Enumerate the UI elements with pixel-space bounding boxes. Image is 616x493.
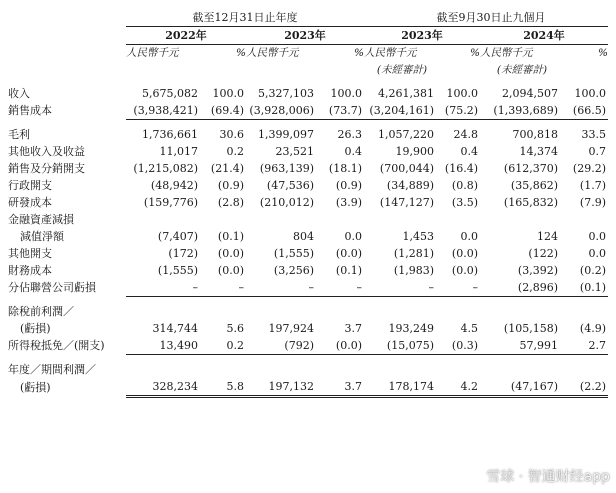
header-percent: %	[470, 47, 480, 59]
amount-cell: (172)	[168, 247, 198, 260]
percent-cell	[440, 303, 480, 320]
table-row	[8, 337, 608, 355]
table-row	[8, 211, 608, 228]
percent-cell: 30.6	[219, 128, 244, 141]
percent-cell: (0.2)	[579, 264, 606, 277]
percent-cell: (2.2)	[564, 378, 608, 397]
header-year: 2022年	[126, 27, 246, 45]
row-label: 行政開支	[8, 179, 52, 192]
amount-cell: (105,158)	[503, 322, 558, 335]
header-unit: 人民幣千元	[480, 47, 533, 59]
percent-cell: (0.0)	[217, 247, 244, 260]
amount-cell	[480, 361, 564, 378]
table-row	[8, 160, 608, 177]
percent-cell	[564, 361, 608, 378]
percent-cell: (3.9)	[335, 196, 362, 209]
row-label: 分佔聯營公司虧損	[8, 281, 96, 295]
amount-cell: 57,991	[480, 337, 564, 355]
blank-cell	[8, 45, 126, 63]
percent-cell: (0.1)	[564, 279, 608, 297]
amount-cell: (15,075)	[364, 337, 440, 355]
percent-cell: 0.0	[344, 230, 362, 243]
percent-cell: 0.0	[588, 230, 606, 243]
amount-cell: (147,127)	[379, 196, 434, 209]
percent-cell	[440, 211, 480, 228]
amount-cell: (792)	[246, 337, 320, 355]
percent-cell	[564, 211, 608, 228]
percent-cell: (16.4)	[444, 162, 478, 175]
amount-cell: 23,521	[275, 145, 314, 158]
amount-cell: 1,736,661	[142, 128, 198, 141]
percent-cell: 5.8	[204, 378, 246, 397]
amount-cell: (1,393,689)	[480, 102, 564, 120]
amount-cell: 11,017	[159, 145, 198, 158]
percent-cell: (0.0)	[451, 247, 478, 260]
blank-cell	[320, 62, 364, 79]
percent-cell: (66.5)	[564, 102, 608, 120]
percent-cell	[320, 361, 364, 378]
amount-cell: (700,044)	[379, 162, 434, 175]
percent-cell	[320, 211, 364, 228]
percent-cell: 0.7	[588, 145, 606, 158]
amount-cell: 314,744	[152, 322, 198, 335]
percent-cell: (0.3)	[440, 337, 480, 355]
percent-cell: (0.8)	[451, 179, 478, 192]
percent-cell: (18.1)	[328, 162, 362, 175]
row-label: 減值淨額	[20, 230, 64, 243]
amount-cell: (7,407)	[157, 230, 198, 243]
percent-cell: 100.0	[212, 87, 244, 100]
watermark-text: 雪球 · 智通财经app	[486, 469, 610, 485]
header-percent: %	[354, 47, 364, 59]
amount-cell: (3,204,161)	[364, 102, 440, 120]
amount-cell: (1,983)	[393, 264, 434, 277]
amount-cell: (2,896)	[480, 279, 564, 297]
amount-cell: 700,818	[512, 128, 558, 141]
table-row	[8, 228, 608, 245]
percent-cell: –	[320, 279, 364, 297]
amount-cell	[246, 361, 320, 378]
blank-cell	[204, 62, 246, 79]
percent-cell: 5.6	[226, 322, 244, 335]
amount-cell	[364, 211, 440, 228]
amount-cell: 178,174	[364, 378, 440, 397]
percent-cell: (0.9)	[335, 179, 362, 192]
header-group-nine-months: 截至9月30日止九個月	[364, 9, 608, 27]
amount-cell: (47,536)	[266, 179, 314, 192]
amount-cell: 14,374	[519, 145, 558, 158]
table-row	[8, 143, 608, 160]
header-unit: 人民幣千元	[126, 47, 179, 59]
header-unit: 人民幣千元	[364, 47, 417, 59]
header-percent: %	[598, 47, 608, 59]
header-group-fiscal-year: 截至12月31日止年度	[126, 9, 364, 27]
header-unit-row	[8, 45, 608, 63]
percent-cell: (29.2)	[572, 162, 606, 175]
percent-cell: (0.1)	[335, 264, 362, 277]
amount-cell: –	[364, 279, 440, 297]
header-unaudited: (未經審計)	[496, 64, 548, 76]
amount-cell: (165,832)	[503, 196, 558, 209]
amount-cell: (34,889)	[386, 179, 434, 192]
table-row	[8, 85, 608, 102]
percent-cell: (2.8)	[217, 196, 244, 209]
amount-cell: 5,327,103	[258, 87, 314, 100]
table-row	[8, 361, 608, 378]
amount-cell	[126, 361, 204, 378]
amount-cell: –	[126, 279, 204, 297]
percent-cell: (4.9)	[579, 322, 606, 335]
row-label: 財務成本	[8, 264, 52, 277]
amount-cell: (1,281)	[393, 247, 434, 260]
table-row	[8, 102, 608, 120]
amount-cell	[246, 303, 320, 320]
table-body	[8, 9, 608, 397]
percent-cell: 3.7	[320, 378, 364, 397]
header-year: 2023年	[364, 27, 480, 45]
table-row	[8, 320, 608, 337]
percent-cell: 0.0	[588, 247, 606, 260]
amount-cell: 2,094,507	[502, 87, 558, 100]
row-label: 收入	[8, 87, 30, 100]
percent-cell: 100.0	[574, 87, 606, 100]
percent-cell: (21.4)	[210, 162, 244, 175]
percent-cell: 0.4	[344, 145, 362, 158]
blank-cell	[126, 62, 204, 79]
percent-cell: 4.2	[440, 378, 480, 397]
header-year-row	[8, 27, 608, 45]
blank-cell	[246, 62, 320, 79]
amount-cell: (1,555)	[273, 247, 314, 260]
percent-cell: (0.9)	[217, 179, 244, 192]
row-label: 其他收入及收益	[8, 145, 85, 158]
row-label: 研發成本	[8, 196, 52, 209]
row-label: 金融資產減損	[8, 213, 74, 226]
blank-cell	[8, 27, 126, 45]
amount-cell: (3,392)	[517, 264, 558, 277]
row-label: 毛利	[8, 128, 30, 141]
amount-cell	[480, 303, 564, 320]
header-unaudited: (未經審計)	[376, 64, 428, 76]
percent-cell: 24.8	[453, 128, 478, 141]
percent-cell: 4.5	[460, 322, 478, 335]
percent-cell	[440, 361, 480, 378]
watermark	[459, 465, 610, 487]
percent-cell: (7.9)	[579, 196, 606, 209]
amount-cell: 197,924	[268, 322, 314, 335]
amount-cell: (1,215,082)	[133, 162, 198, 175]
amount-cell: 328,234	[126, 378, 204, 397]
table-row	[8, 303, 608, 320]
row-label: 年度／期間利潤／	[8, 363, 96, 376]
percent-cell: (0.1)	[217, 230, 244, 243]
amount-cell: 197,132	[246, 378, 320, 397]
percent-cell: 100.0	[446, 87, 478, 100]
percent-cell: 3.7	[344, 322, 362, 335]
percent-cell	[204, 211, 246, 228]
percent-cell: 0.2	[226, 145, 244, 158]
amount-cell: 1,453	[402, 230, 434, 243]
blank-cell	[440, 62, 480, 79]
table-row	[8, 177, 608, 194]
percent-cell: 0.0	[460, 230, 478, 243]
row-label: 除稅前利潤／	[8, 305, 74, 318]
amount-cell: (122)	[528, 247, 558, 260]
header-year: 2024年	[480, 27, 608, 45]
amount-cell: –	[246, 279, 320, 297]
percent-cell	[564, 303, 608, 320]
row-label: 其他開支	[8, 247, 52, 260]
amount-cell	[126, 211, 204, 228]
amount-cell	[364, 361, 440, 378]
percent-cell: (1.7)	[579, 179, 606, 192]
amount-cell: (1,555)	[157, 264, 198, 277]
amount-cell: 193,249	[388, 322, 434, 335]
header-group-row	[8, 9, 608, 27]
table-row	[8, 194, 608, 211]
percent-cell: (0.0)	[335, 247, 362, 260]
header-unit: 人民幣千元	[246, 47, 299, 59]
table-row	[8, 279, 608, 297]
table-row	[8, 126, 608, 143]
percent-cell	[204, 303, 246, 320]
row-label: 銷售成本	[8, 104, 52, 118]
row-label: 銷售及分銷開支	[8, 162, 85, 175]
table-row	[8, 262, 608, 279]
amount-cell: (612,370)	[503, 162, 558, 175]
header-unaudited-row	[8, 62, 608, 79]
header-year: 2023年	[246, 27, 364, 45]
amount-cell: 5,675,082	[142, 87, 198, 100]
amount-cell: (210,012)	[259, 196, 314, 209]
income-statement-table	[8, 9, 608, 398]
percent-cell: (73.7)	[320, 102, 364, 120]
amount-cell	[480, 211, 564, 228]
percent-cell: 0.2	[204, 337, 246, 355]
percent-cell: (0.0)	[451, 264, 478, 277]
amount-cell: 4,261,381	[378, 87, 434, 100]
blank-cell	[564, 62, 608, 79]
snowball-logo-icon	[459, 465, 481, 487]
percent-cell: (0.0)	[320, 337, 364, 355]
percent-cell: 26.3	[337, 128, 362, 141]
percent-cell: 2.7	[564, 337, 608, 355]
blank-cell	[8, 9, 126, 27]
amount-cell: (3,938,421)	[126, 102, 204, 120]
amount-cell	[364, 303, 440, 320]
percent-cell: –	[440, 279, 480, 297]
percent-cell: (69.4)	[204, 102, 246, 120]
amount-cell: 804	[293, 230, 314, 243]
percent-cell: –	[204, 279, 246, 297]
amount-cell: 1,399,097	[258, 128, 314, 141]
table-row	[8, 245, 608, 262]
header-percent: %	[236, 47, 246, 59]
percent-cell	[320, 303, 364, 320]
amount-cell: 1,057,220	[378, 128, 434, 141]
percent-cell: 0.4	[460, 145, 478, 158]
row-label: (虧損)	[20, 322, 51, 335]
percent-cell: 33.5	[581, 128, 606, 141]
percent-cell	[204, 361, 246, 378]
amount-cell: (48,942)	[150, 179, 198, 192]
amount-cell: (159,776)	[143, 196, 198, 209]
percent-cell: (0.0)	[217, 264, 244, 277]
amount-cell: (963,139)	[259, 162, 314, 175]
percent-cell: (75.2)	[440, 102, 480, 120]
row-label: (虧損)	[20, 380, 51, 394]
amount-cell: (3,256)	[273, 264, 314, 277]
row-label: 所得稅抵免／(開支)	[8, 339, 105, 353]
percent-cell: (3.5)	[451, 196, 478, 209]
amount-cell: 124	[537, 230, 558, 243]
amount-cell: 13,490	[126, 337, 204, 355]
amount-cell: (47,167)	[480, 378, 564, 397]
amount-cell	[126, 303, 204, 320]
table-row	[8, 378, 608, 397]
blank-cell	[8, 62, 126, 79]
percent-cell: 100.0	[330, 87, 362, 100]
amount-cell: (35,862)	[510, 179, 558, 192]
amount-cell: 19,900	[395, 145, 434, 158]
amount-cell: (3,928,006)	[246, 102, 320, 120]
amount-cell	[246, 211, 320, 228]
